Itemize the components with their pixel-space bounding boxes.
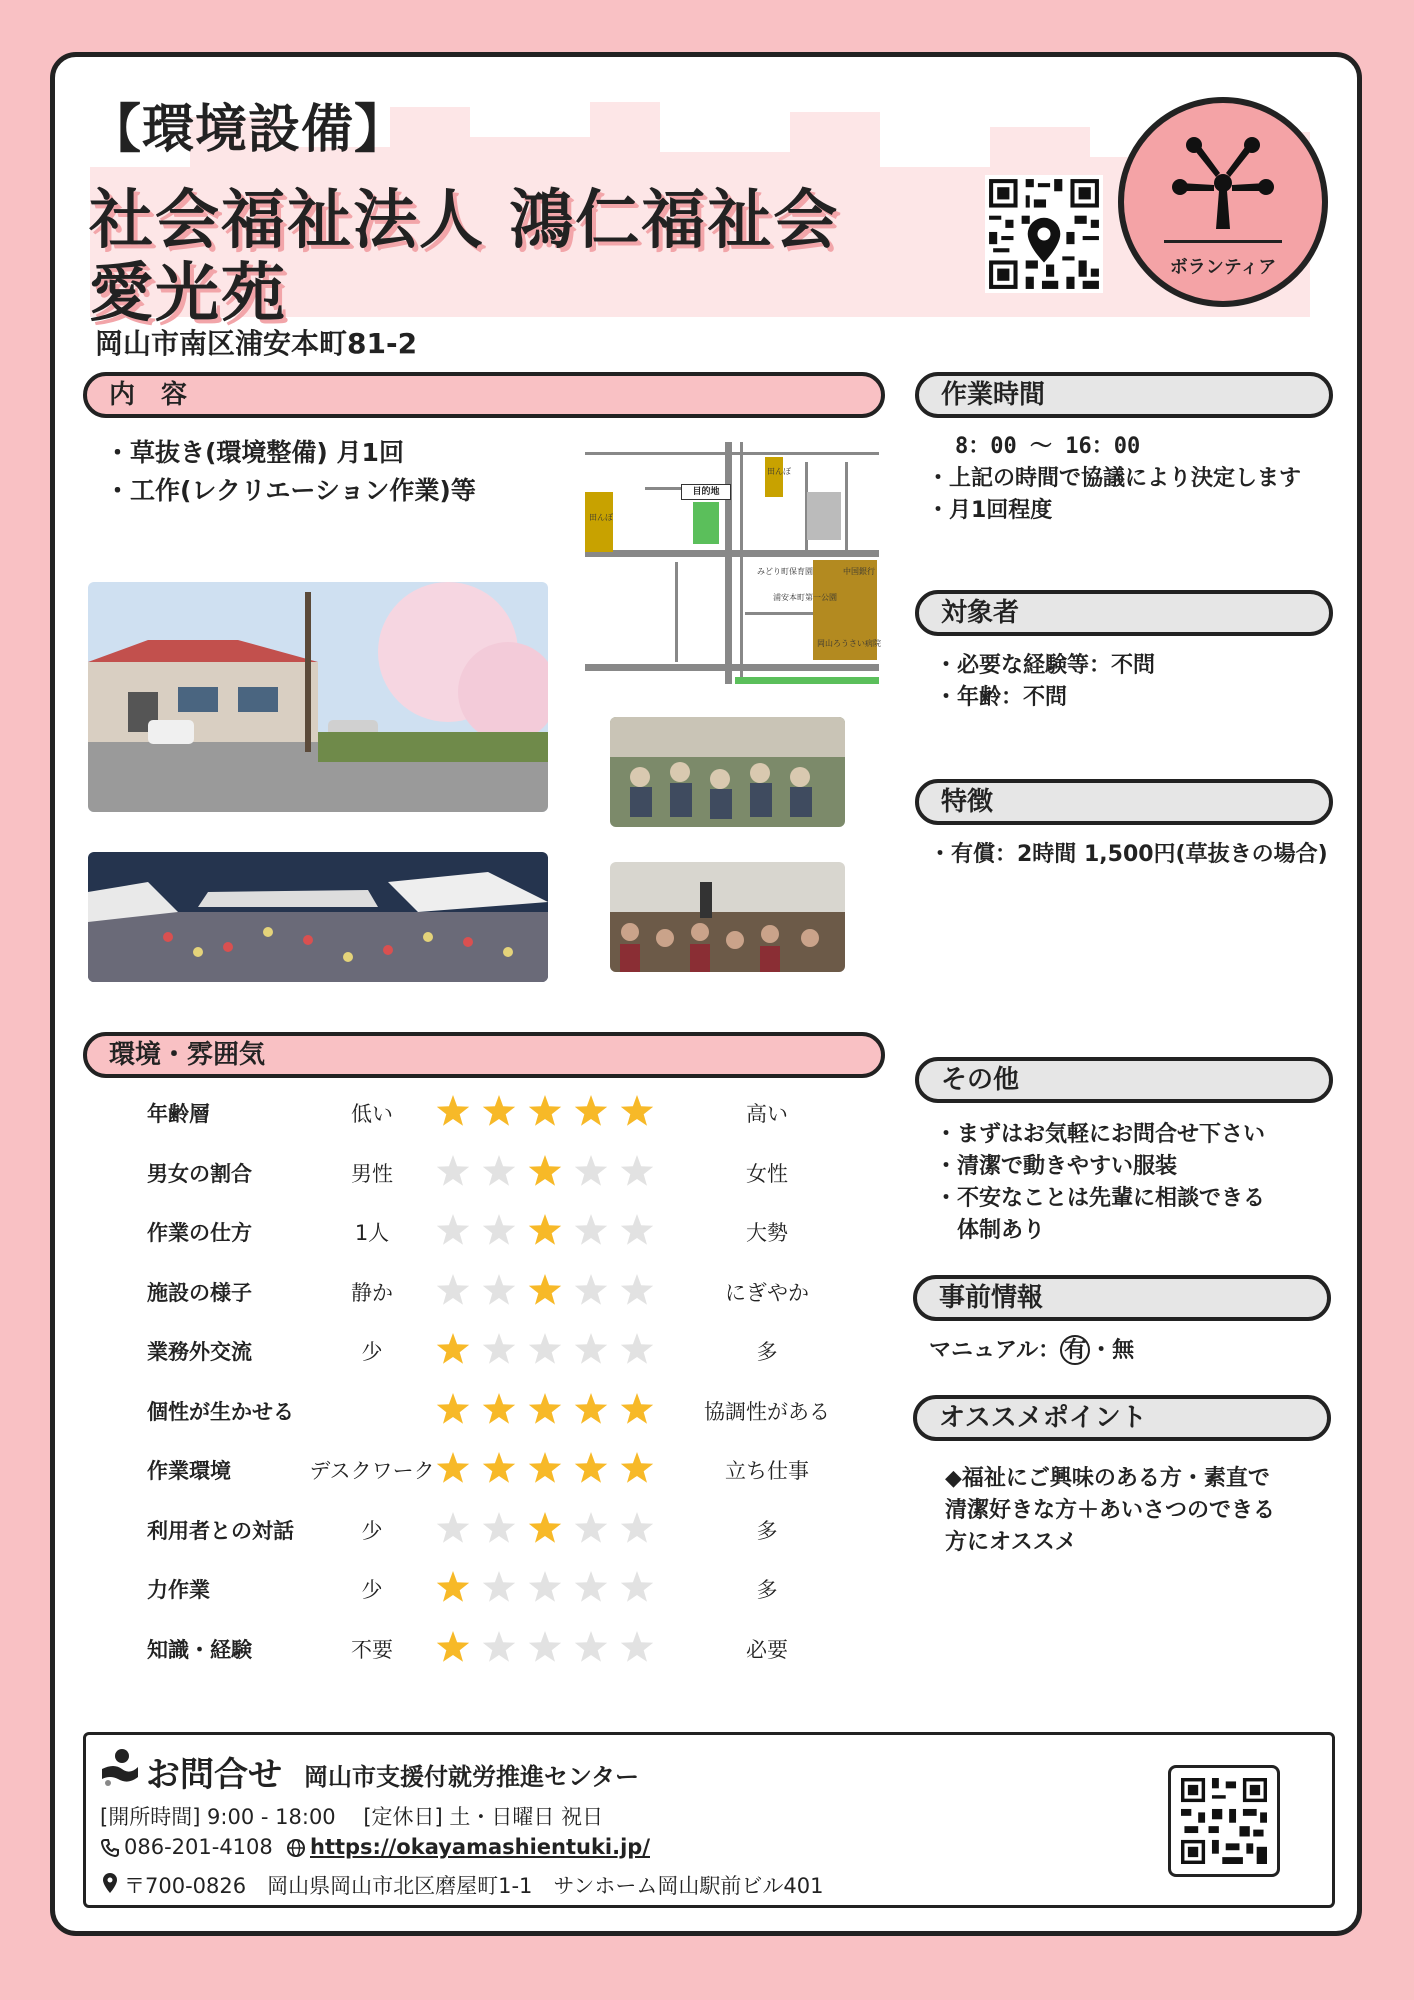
rating-stars bbox=[433, 1568, 663, 1608]
star-icon bbox=[575, 1393, 607, 1424]
other-line: ・清潔で動きやすい服装 bbox=[935, 1154, 1178, 1179]
star-icon bbox=[483, 1452, 515, 1483]
recommend-line: ◆福祉にご興味のある方・素直で bbox=[945, 1466, 1270, 1491]
rating-row bbox=[147, 1509, 778, 1549]
contact-title: お問合せ bbox=[146, 1755, 282, 1795]
rating-row bbox=[147, 1271, 809, 1311]
work-hours-heading: 作業時間 bbox=[915, 372, 1333, 418]
star-icon bbox=[621, 1393, 653, 1424]
star-icon bbox=[575, 1274, 607, 1305]
activity-photo-1 bbox=[610, 717, 845, 827]
rating-low-label: 男性 bbox=[351, 1161, 393, 1186]
contact-org: 岡山市支援付就労推進センター bbox=[304, 1763, 640, 1791]
rating-label: 知識・経験 bbox=[147, 1637, 252, 1662]
rating-label: 業務外交流 bbox=[147, 1340, 252, 1364]
rating-low-label: 低い bbox=[351, 1102, 393, 1126]
recommend-line: 清潔好きな方＋あいさつのできる bbox=[945, 1498, 1276, 1523]
rating-high-label: 必要 bbox=[746, 1637, 788, 1662]
star-icon bbox=[621, 1155, 653, 1186]
rating-low-label: 少 bbox=[361, 1578, 383, 1602]
star-icon bbox=[483, 1333, 515, 1364]
star-icon bbox=[483, 1095, 515, 1126]
map-label: 田んぼ bbox=[767, 467, 791, 476]
location-pin-icon bbox=[100, 1872, 120, 1894]
facility-name: 愛光苑 bbox=[89, 257, 287, 331]
star-icon bbox=[621, 1571, 653, 1602]
rating-low-label: 1人 bbox=[354, 1221, 390, 1245]
activity-photo-2 bbox=[610, 862, 845, 972]
star-icon bbox=[529, 1155, 561, 1186]
rating-label: 力作業 bbox=[147, 1578, 210, 1602]
badge-label: ボランティア bbox=[1169, 257, 1277, 278]
rating-high-label: 多 bbox=[756, 1518, 778, 1543]
rating-stars bbox=[433, 1628, 663, 1668]
star-icon bbox=[575, 1512, 607, 1543]
rating-stars bbox=[433, 1390, 663, 1430]
star-icon bbox=[529, 1095, 561, 1126]
content-item: ・草抜き(環境整備) 月1回 bbox=[105, 438, 404, 467]
manual-label: マニュアル： bbox=[929, 1338, 1061, 1363]
contact-phone[interactable]: 086-201-4108 bbox=[124, 1835, 273, 1859]
rating-low-label: 少 bbox=[361, 1518, 383, 1543]
phone-icon bbox=[100, 1838, 120, 1858]
rating-low-label: 少 bbox=[361, 1340, 383, 1364]
contact-address: 〒700-0826 岡山県岡山市北区磨屋町1-1 サンホーム岡山駅前ビル401 bbox=[124, 1874, 824, 1898]
star-icon bbox=[529, 1512, 561, 1543]
star-icon bbox=[483, 1393, 515, 1424]
rating-label: 施設の様子 bbox=[147, 1280, 252, 1305]
facility-address: 岡山市南区浦安本町81-2 bbox=[95, 327, 418, 360]
map-destination-label: 目的地 bbox=[681, 484, 731, 500]
star-icon bbox=[483, 1571, 515, 1602]
star-icon bbox=[621, 1512, 653, 1543]
contact-qr-code[interactable] bbox=[1181, 1778, 1267, 1864]
other-line: ・まずはお気軽にお問合せ下さい bbox=[935, 1122, 1266, 1147]
map-label: みどり町保育園 bbox=[757, 567, 813, 576]
star-icon bbox=[437, 1155, 469, 1186]
rating-label: 利用者との対話 bbox=[147, 1518, 294, 1543]
rating-low-label: 不要 bbox=[351, 1637, 393, 1662]
star-icon bbox=[575, 1452, 607, 1483]
star-icon bbox=[437, 1512, 469, 1543]
target-line: ・年齢：不問 bbox=[935, 685, 1068, 710]
rating-high-label: 大勢 bbox=[746, 1221, 788, 1245]
star-icon bbox=[483, 1512, 515, 1543]
star-icon bbox=[483, 1631, 515, 1662]
star-icon bbox=[621, 1274, 653, 1305]
other-line: ・不安なことは先輩に相談できる bbox=[935, 1186, 1266, 1211]
star-icon bbox=[437, 1631, 469, 1662]
content-heading: 内 容 bbox=[83, 372, 885, 418]
rating-high-label: 多 bbox=[756, 1578, 778, 1602]
rating-high-label: 高い bbox=[746, 1102, 788, 1126]
rating-label: 個性が生かせる bbox=[147, 1399, 294, 1424]
rating-low-label: 静か bbox=[351, 1280, 393, 1305]
content-item: ・工作(レクリエーション作業)等 bbox=[105, 476, 476, 505]
star-icon bbox=[575, 1631, 607, 1662]
rating-stars bbox=[433, 1211, 663, 1251]
org-name: 社会福祉法人 鴻仁福祉会 bbox=[89, 184, 840, 258]
rating-stars bbox=[433, 1509, 663, 1549]
star-icon bbox=[621, 1631, 653, 1662]
rating-row bbox=[147, 1152, 788, 1192]
star-icon bbox=[575, 1095, 607, 1126]
access-map bbox=[585, 442, 879, 684]
badge-divider bbox=[1164, 240, 1282, 243]
globe-icon bbox=[286, 1838, 306, 1858]
star-icon bbox=[483, 1214, 515, 1245]
target-line: ・必要な経験等：不問 bbox=[935, 653, 1156, 678]
contact-qr-frame[interactable] bbox=[1168, 1765, 1280, 1877]
rating-stars bbox=[433, 1330, 663, 1370]
rating-high-label: 女性 bbox=[746, 1161, 788, 1186]
map-label: 田んぼ bbox=[589, 513, 613, 522]
rating-stars bbox=[433, 1271, 663, 1311]
star-icon bbox=[437, 1274, 469, 1305]
helping-hands-icon bbox=[1172, 133, 1274, 233]
rating-row bbox=[147, 1330, 778, 1370]
rating-stars bbox=[433, 1152, 663, 1192]
rating-low-label: デスクワーク bbox=[309, 1459, 435, 1483]
rating-row bbox=[147, 1628, 788, 1668]
star-icon bbox=[437, 1214, 469, 1245]
volunteer-badge bbox=[1118, 97, 1328, 307]
manual-yes-circled: 有 bbox=[1060, 1335, 1090, 1365]
rating-row bbox=[147, 1568, 778, 1608]
prior-info-heading: 事前情報 bbox=[913, 1275, 1331, 1321]
star-icon bbox=[529, 1214, 561, 1245]
flyer-sheet bbox=[50, 52, 1362, 1936]
contact-box bbox=[83, 1732, 1335, 1908]
person-logo-icon bbox=[100, 1747, 140, 1787]
map-label: 中国銀行 bbox=[843, 567, 875, 576]
star-icon bbox=[621, 1333, 653, 1364]
work-hours-note: ・上記の時間で協議により決定します bbox=[927, 466, 1302, 491]
star-icon bbox=[529, 1452, 561, 1483]
rating-high-label: 多 bbox=[756, 1340, 778, 1364]
star-icon bbox=[575, 1571, 607, 1602]
rating-label: 男女の割合 bbox=[147, 1161, 252, 1186]
rating-high-label: 立ち仕事 bbox=[725, 1459, 809, 1483]
star-icon bbox=[437, 1393, 469, 1424]
rating-high-label: 協調性がある bbox=[704, 1399, 830, 1424]
category-tag: 【環境設備】 bbox=[89, 100, 408, 160]
map-label: 岡山ろうさい病院 bbox=[817, 639, 881, 648]
map-label: 浦安本町第一公園 bbox=[773, 593, 837, 602]
rating-label: 年齢層 bbox=[147, 1102, 210, 1126]
features-heading: 特徴 bbox=[915, 779, 1333, 825]
rating-label: 作業環境 bbox=[147, 1459, 231, 1483]
star-icon bbox=[621, 1214, 653, 1245]
star-icon bbox=[621, 1095, 653, 1126]
star-icon bbox=[437, 1452, 469, 1483]
recommend-line: 方にオススメ bbox=[945, 1530, 1077, 1555]
target-heading: 対象者 bbox=[915, 590, 1333, 636]
star-icon bbox=[575, 1214, 607, 1245]
contact-hours: [開所時間] 9:00 - 18:00 [定休日] 土・日曜日 祝日 bbox=[100, 1805, 604, 1829]
work-hours-frequency: ・月1回程度 bbox=[927, 498, 1053, 523]
manual-separator: ・ bbox=[1090, 1338, 1113, 1363]
recommend-heading: オススメポイント bbox=[913, 1395, 1331, 1441]
star-icon bbox=[437, 1333, 469, 1364]
other-line: 体制あり bbox=[935, 1218, 1046, 1243]
rating-row bbox=[147, 1390, 830, 1430]
star-icon bbox=[437, 1571, 469, 1602]
rating-row bbox=[147, 1211, 788, 1251]
star-icon bbox=[575, 1155, 607, 1186]
rating-row bbox=[147, 1092, 788, 1132]
star-icon bbox=[529, 1631, 561, 1662]
rating-high-label: にぎやか bbox=[725, 1280, 809, 1305]
star-icon bbox=[483, 1274, 515, 1305]
map-qr-code[interactable] bbox=[985, 175, 1103, 293]
manual-availability bbox=[929, 1335, 1134, 1367]
star-icon bbox=[621, 1452, 653, 1483]
environment-heading: 環境・雰囲気 bbox=[83, 1032, 885, 1078]
star-icon bbox=[483, 1155, 515, 1186]
star-icon bbox=[575, 1333, 607, 1364]
star-icon bbox=[529, 1393, 561, 1424]
star-icon bbox=[529, 1274, 561, 1305]
star-icon bbox=[437, 1095, 469, 1126]
rating-stars bbox=[433, 1449, 663, 1489]
rating-stars bbox=[433, 1092, 663, 1132]
festival-photo bbox=[88, 852, 548, 982]
star-icon bbox=[529, 1333, 561, 1364]
features-line: ・有償：2時間 1,500円(草抜きの場合) bbox=[929, 842, 1328, 867]
manual-no: 無 bbox=[1112, 1338, 1135, 1363]
other-heading: その他 bbox=[915, 1057, 1333, 1103]
rating-label: 作業の仕方 bbox=[147, 1221, 252, 1245]
facility-exterior-photo bbox=[88, 582, 548, 812]
rating-row bbox=[147, 1449, 809, 1489]
work-hours-time: 8：00 〜 16：00 bbox=[955, 434, 1141, 459]
contact-website-link[interactable]: https://okayamashientuki.jp/ bbox=[310, 1835, 650, 1859]
star-icon bbox=[529, 1571, 561, 1602]
